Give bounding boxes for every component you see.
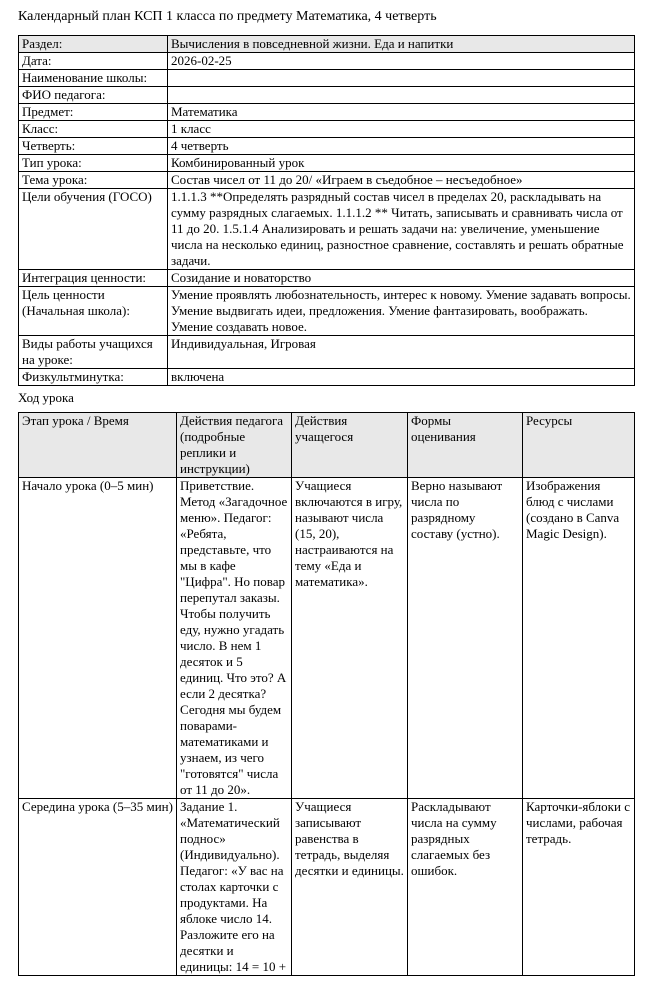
info-label: Наименование школы:	[19, 70, 168, 87]
column-header-resources: Ресурсы	[523, 413, 635, 478]
info-value: 4 четверть	[168, 138, 635, 155]
info-label: Виды работы учащихся на уроке:	[19, 336, 168, 369]
teacher-actions-cell: Приветствие. Метод «Загадочное меню». Педагог: «Ребята, представьте, что мы в кафе "Цифра". Но повар перепутал заказы. Чтобы получить еду, нужно угадать число. В нем 1 десяток и 5 единиц. Что это? А если 2 десятка? Сегодня мы будем поварами-математиками и узнаем, из чего "готовятся" числа от 11 до 20».	[177, 478, 292, 799]
info-value: 2026-02-25	[168, 53, 635, 70]
info-value: 1 класс	[168, 121, 635, 138]
stage-cell: Середина урока (5–35 мин)	[19, 799, 177, 976]
info-label: Цель ценности (Начальная школа):	[19, 287, 168, 336]
section-label: Ход урока	[18, 390, 74, 405]
info-value: Индивидуальная, Игровая	[168, 336, 635, 369]
table-row	[19, 369, 635, 386]
column-header-teacher-actions: Действия педагога (подробные реплики и инструкции)	[177, 413, 292, 478]
info-label: Цели обучения (ГОСО)	[19, 189, 168, 270]
column-header-assessment: Формы оценивания	[408, 413, 523, 478]
table-row	[19, 189, 635, 270]
info-value: Математика	[168, 104, 635, 121]
lesson-info-table	[18, 35, 635, 386]
column-header-student-actions: Действия учащегося	[292, 413, 408, 478]
table-row	[19, 478, 635, 799]
info-label: Интеграция ценности:	[19, 270, 168, 287]
column-header-stage: Этап урока / Время	[19, 413, 177, 478]
info-label: Класс:	[19, 121, 168, 138]
info-value	[168, 70, 635, 87]
info-value: 1.1.1.3 **Определять разрядный состав чисел в пределах 20, раскладывать на сумму разрядных слагаемых. 1.1.1.2 ** Читать, записывать и сравнивать числа от 11 до 20. 1.5.1.4 Анализировать и решать задачи на: увеличение, уменьшение числа на несколько единиц, разностное сравнение, составлять и решать обратные задачи.	[168, 189, 635, 270]
resources-cell: Изображения блюд с числами (создано в Canva Magic Design).	[523, 478, 635, 799]
student-actions-cell: Учащиеся записывают равенства в тетрадь, выделяя десятки и единицы.	[292, 799, 408, 976]
assessment-cell: Раскладывают числа на сумму разрядных слагаемых без ошибок.	[408, 799, 523, 976]
table-row	[19, 138, 635, 155]
table-header-row	[19, 413, 635, 478]
info-value: Вычисления в повседневной жизни. Еда и напитки	[168, 36, 635, 53]
info-value: Умение проявлять любознательность, интерес к новому. Умение задавать вопросы. Умение выдвигать идеи, предложения. Умение фантазировать, воображать. Умение создавать новое.	[168, 287, 635, 336]
table-row	[19, 87, 635, 104]
table-row	[19, 104, 635, 121]
lesson-flow-table	[18, 412, 635, 976]
info-label: Четверть:	[19, 138, 168, 155]
table-row	[19, 53, 635, 70]
info-value: включена	[168, 369, 635, 386]
table-row	[19, 336, 635, 369]
info-label: Дата:	[19, 53, 168, 70]
info-value	[168, 87, 635, 104]
info-label: Раздел:	[19, 36, 168, 53]
student-actions-cell: Учащиеся включаются в игру, называют числа (15, 20), настраиваются на тему «Еда и математика».	[292, 478, 408, 799]
stage-cell: Начало урока (0–5 мин)	[19, 478, 177, 799]
info-label: ФИО педагога:	[19, 87, 168, 104]
info-label: Тип урока:	[19, 155, 168, 172]
info-label: Тема урока:	[19, 172, 168, 189]
info-value: Созидание и новаторство	[168, 270, 635, 287]
table-row	[19, 172, 635, 189]
table-row	[19, 155, 635, 172]
info-value: Состав чисел от 11 до 20/ «Играем в съедобное – несъедобное»	[168, 172, 635, 189]
assessment-cell: Верно называют числа по разрядному составу (устно).	[408, 478, 523, 799]
table-row	[19, 70, 635, 87]
table-row	[19, 799, 635, 976]
info-value: Комбинированный урок	[168, 155, 635, 172]
table-row	[19, 121, 635, 138]
teacher-actions-cell: Задание 1. «Математический поднос» (Индивидуально). Педагог: «У вас на столах карточки с продуктами. На яблоке число 14. Разложите его на десятки и единицы: 14 = 10 +	[177, 799, 292, 976]
page-title: Календарный план КСП 1 класса по предмету Математика, 4 четверть	[18, 9, 437, 24]
resources-cell: Карточки-яблоки с числами, рабочая тетрадь.	[523, 799, 635, 976]
info-label: Физкультминутка:	[19, 369, 168, 386]
table-row	[19, 287, 635, 336]
table-row	[19, 36, 635, 53]
table-row	[19, 270, 635, 287]
info-label: Предмет:	[19, 104, 168, 121]
